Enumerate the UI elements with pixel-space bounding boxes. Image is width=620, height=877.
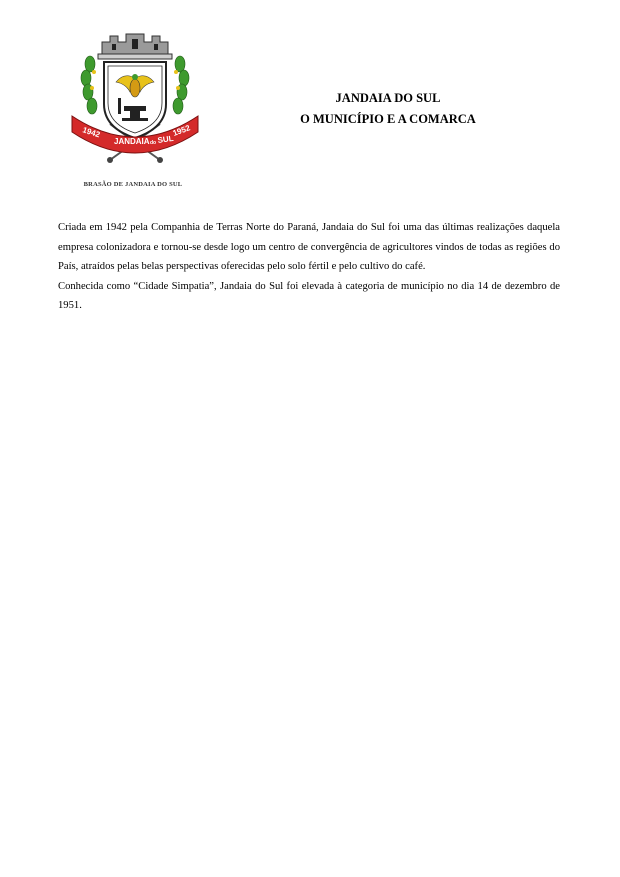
svg-text:JANDAIA: JANDAIA xyxy=(114,137,150,146)
svg-text:1942: 1942 xyxy=(81,125,102,140)
svg-text:SUL: SUL xyxy=(157,133,175,145)
page-subtitle: O MUNICÍPIO E A COMARCA xyxy=(300,112,476,126)
page-title: JANDAIA DO SUL xyxy=(335,91,441,105)
paragraph-simpatia: Conhecida como “Cidade Simpatia”, Jandaia do Sul foi elevada à categoria de município no dia 14 de dezembro de 1951. xyxy=(58,280,560,311)
svg-text:1952: 1952 xyxy=(171,123,192,138)
coat-of-arms-icon xyxy=(68,32,202,168)
svg-text:do: do xyxy=(150,140,157,146)
crest-caption: BRASÃO DE JANDAIA DO SUL xyxy=(83,181,183,188)
paragraph-history: Criada em 1942 pela Companhia de Terras Norte do Paraná, Jandaia do Sul foi uma das últimas realizações daquela empresa colonizadora e tornou-se desde logo um centro de convergência de agricultores vindos de todas as regiões do País, atraídos pelas belas perspectivas oferecidas pelo solo fértil e pelo cultivo do café. xyxy=(58,222,560,272)
page-heading xyxy=(270,88,506,130)
body-text xyxy=(58,218,560,316)
